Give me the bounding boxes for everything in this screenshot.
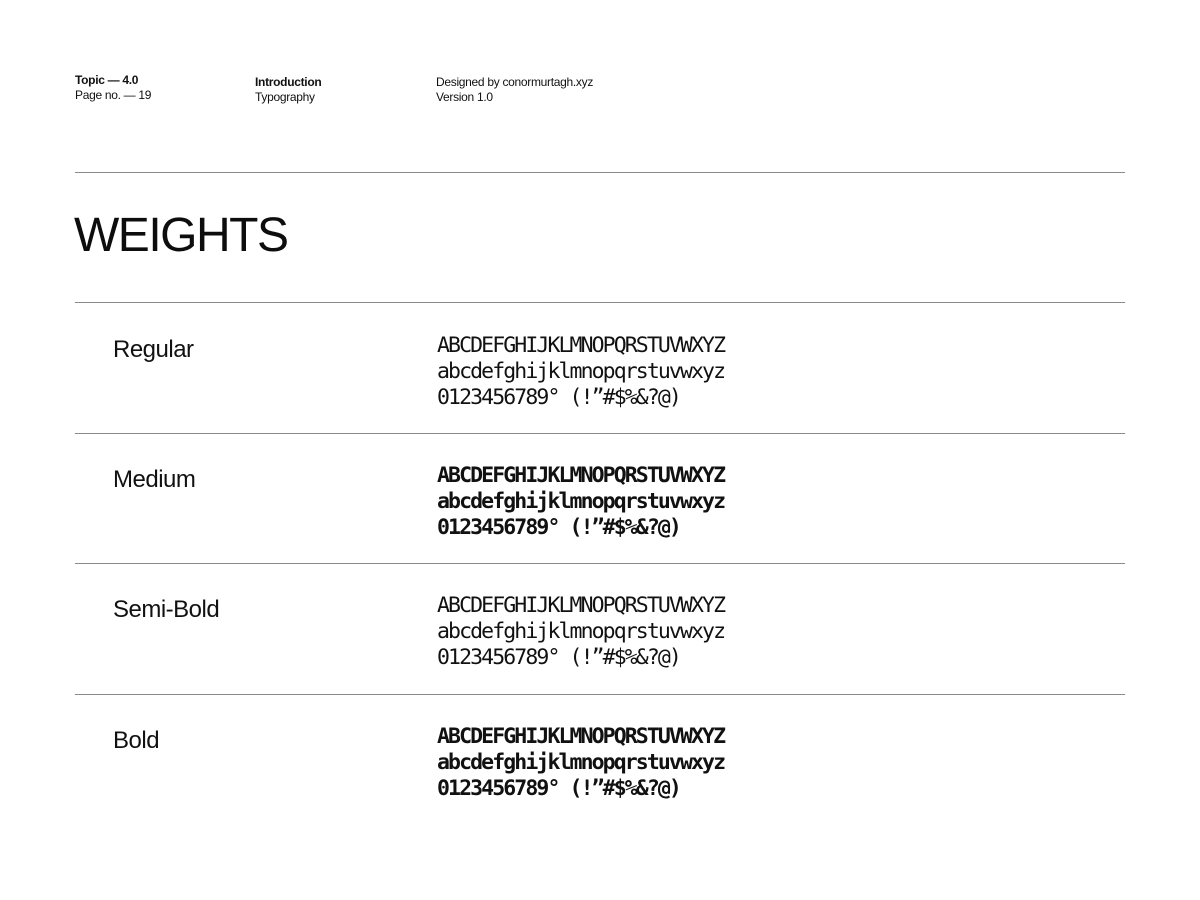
section-meta (255, 75, 321, 105)
weight-name: Bold (113, 727, 160, 754)
section-title: Introduction (255, 75, 322, 89)
specimen-lowercase: abcdefghijklmnopqrstuvwxyz (437, 619, 725, 644)
specimen-numerals: 0123456789° (!”#$%&?@) (437, 385, 680, 410)
version-label: Version 1.0 (436, 90, 493, 104)
designer-credit: Designed by conormurtagh.xyz (436, 75, 594, 89)
specimen-lowercase: abcdefghijklmnopqrstuvwxyz (437, 750, 725, 775)
divider-top (75, 172, 1125, 173)
topic-meta (75, 73, 151, 103)
weight-row-medium (75, 433, 1125, 563)
specimen-numerals: 0123456789° (!”#$%&?@) (437, 515, 680, 540)
credit-meta (436, 75, 593, 105)
topic-number: Topic — 4.0 (75, 73, 139, 87)
page-number: Page no. — 19 (75, 88, 152, 102)
specimen-numerals: 0123456789° (!”#$%&?@) (437, 776, 680, 801)
specimen-numerals: 0123456789° (!”#$%&?@) (437, 645, 680, 670)
specimen-uppercase: ABCDEFGHIJKLMNOPQRSTUVWXYZ (437, 463, 725, 488)
weight-row-bold (75, 694, 1125, 824)
weight-specimen (437, 463, 724, 541)
specimen-uppercase: ABCDEFGHIJKLMNOPQRSTUVWXYZ (437, 724, 725, 749)
specimen-lowercase: abcdefghijklmnopqrstuvwxyz (437, 359, 725, 384)
weight-name: Regular (113, 336, 194, 363)
specimen-lowercase: abcdefghijklmnopqrstuvwxyz (437, 489, 725, 514)
section-subtitle: Typography (255, 90, 315, 104)
weight-name: Medium (113, 466, 196, 493)
weight-specimen (437, 593, 724, 671)
weight-name: Semi-Bold (113, 596, 220, 623)
page-title: WEIGHTS (74, 209, 288, 262)
weight-specimen (437, 724, 724, 802)
weight-specimen (437, 333, 724, 411)
weight-row-semi-bold (75, 563, 1125, 693)
specimen-uppercase: ABCDEFGHIJKLMNOPQRSTUVWXYZ (437, 593, 725, 618)
weight-row-regular (75, 303, 1125, 433)
specimen-uppercase: ABCDEFGHIJKLMNOPQRSTUVWXYZ (437, 333, 725, 358)
